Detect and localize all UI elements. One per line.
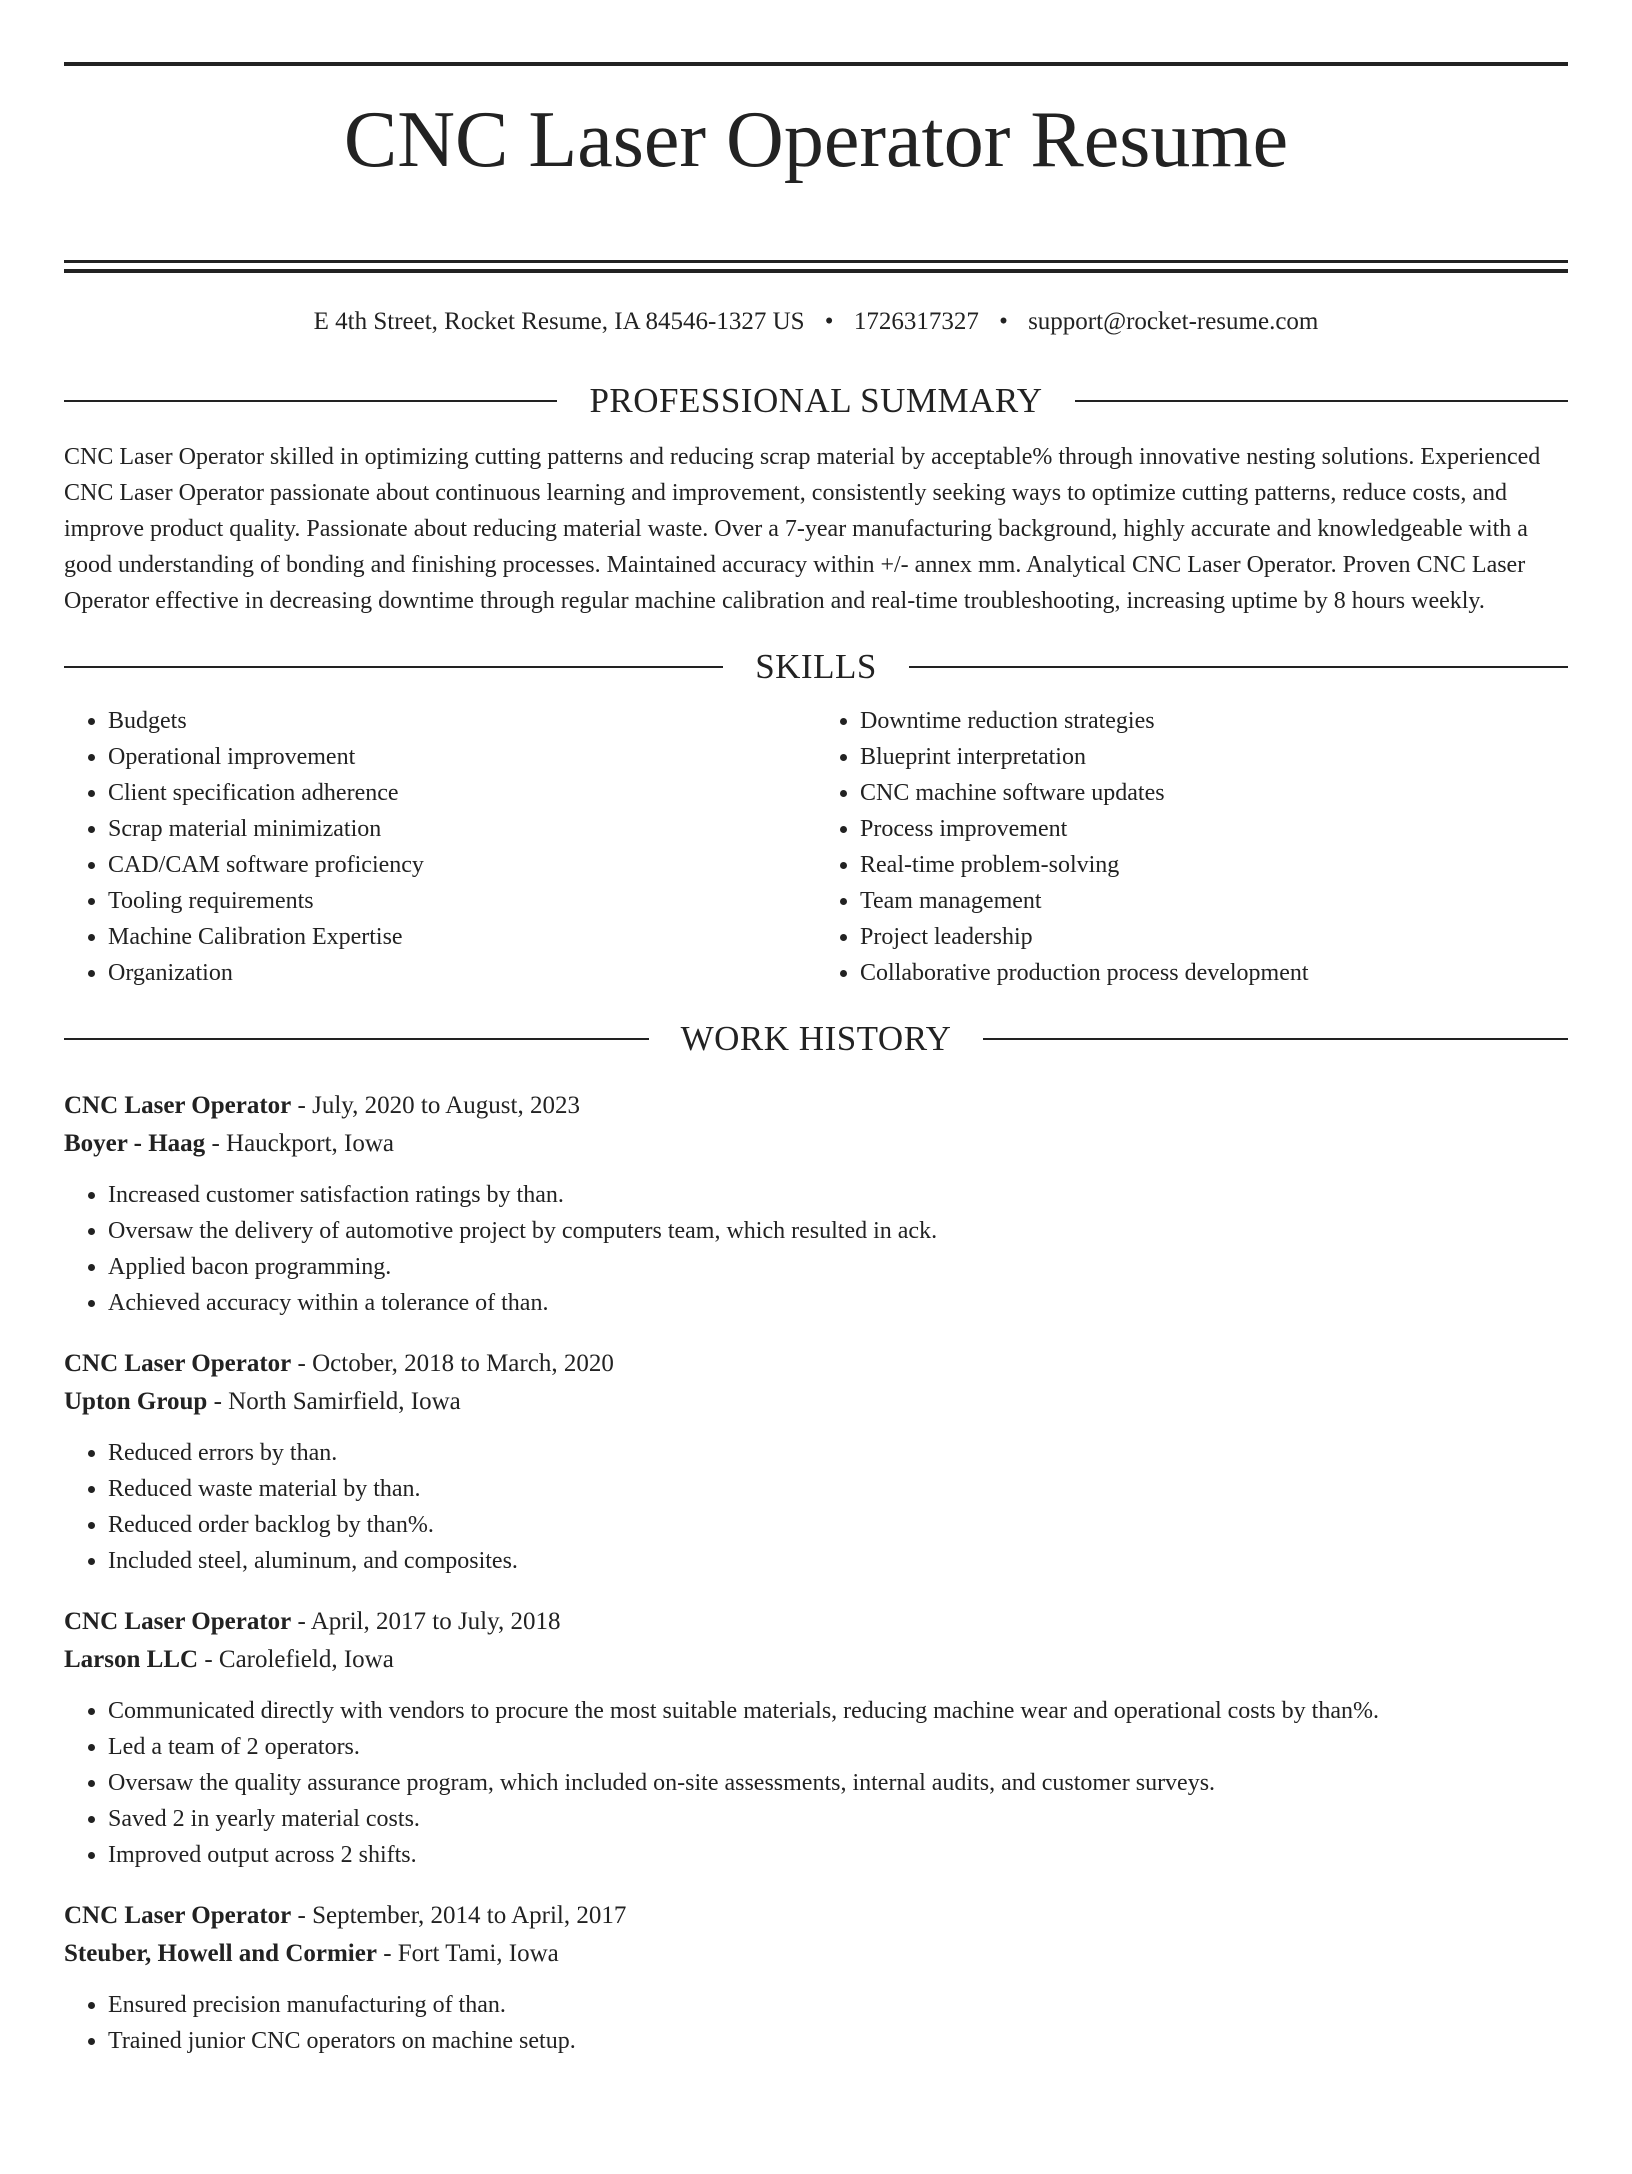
job-company: Boyer - Haag <box>64 1129 206 1157</box>
summary-paragraph: CNC Laser Operator skilled in optimizing cutting patterns and reducing scrap material by acceptable% through innovative nesting solutions. Experienced CNC Laser Operator passionate about continuous learning and improvement, consistently seeking ways to optimize cutting patterns, reduce costs, and improve product quality. Passionate about reducing material waste. Over a 7-year manufacturing background, highly accurate and knowledgeable with a good understanding of bonding and finishing processes. Maintained accuracy within +/- annex mm. Analytical CNC Laser Operator. Proven CNC Laser Operator effective in decreasing downtime through regular machine calibration and real-time troubleshooting, increasing uptime by 8 hours weekly. <box>64 443 1541 614</box>
job-title-line <box>64 1087 1568 1125</box>
skill-item: • CNC machine software updates <box>860 775 1568 811</box>
job-company-line <box>64 1935 1568 1973</box>
job-bullets <box>64 1693 1568 1873</box>
job-bullet: • Ensured precision manufacturing of than. <box>108 1987 1568 2023</box>
job-company-line <box>64 1641 1568 1679</box>
heading-rule-left <box>64 400 557 402</box>
job-bullet: • Reduced order backlog by than%. <box>108 1507 1568 1543</box>
job-title: CNC Laser Operator <box>64 1607 292 1635</box>
skill-item: • Scrap material minimization <box>108 811 816 847</box>
job-location: - Carolefield, Iowa <box>198 1645 394 1673</box>
job-dates: - April, 2017 to July, 2018 <box>291 1607 561 1635</box>
resume-page <box>0 62 1632 2174</box>
job-bullet: • Saved 2 in yearly material costs. <box>108 1801 1568 1837</box>
job-bullet: • Communicated directly with vendors to procure the most suitable materials, reducing machine wear and operational costs by than%. <box>108 1693 1568 1729</box>
skill-item: • Budgets <box>108 703 816 739</box>
job-bullet: • Led a team of 2 operators. <box>108 1729 1568 1765</box>
contact-phone: 1726317327 <box>853 307 979 335</box>
skills-list-right <box>816 703 1568 991</box>
heading-rule-right <box>909 666 1568 668</box>
resume-title: CNC Laser Operator Resume <box>343 96 1289 184</box>
skill-item: • CAD/CAM software proficiency <box>108 847 816 883</box>
job-title-line <box>64 1603 1568 1641</box>
job-company-line <box>64 1125 1568 1163</box>
skill-item: • Blueprint interpretation <box>860 739 1568 775</box>
contact-address: E 4th Street, Rocket Resume, IA 84546-1327 US <box>313 307 805 335</box>
job-entry <box>64 1897 1568 2059</box>
skill-item: • Process improvement <box>860 811 1568 847</box>
skills-list-left <box>64 703 816 991</box>
job-bullet: • Included steel, aluminum, and composites. <box>108 1543 1568 1579</box>
job-bullet: • Achieved accuracy within a tolerance of than. <box>108 1285 1568 1321</box>
job-bullet: • Oversaw the delivery of automotive project by computers team, which resulted in ack. <box>108 1213 1568 1249</box>
skill-item: • Real-time problem-solving <box>860 847 1568 883</box>
job-title-line <box>64 1897 1568 1935</box>
skill-item: • Collaborative production process development <box>860 955 1568 991</box>
job-dates: - September, 2014 to April, 2017 <box>291 1901 627 1929</box>
job-company-line <box>64 1383 1568 1421</box>
section-heading-label: PROFESSIONAL SUMMARY <box>589 380 1043 420</box>
job-company: Steuber, Howell and Cormier <box>64 1939 377 1967</box>
skill-item: • Client specification adherence <box>108 775 816 811</box>
header-double-rule <box>64 260 1568 273</box>
job-bullet: • Oversaw the quality assurance program, which included on-site assessments, internal audits, and customer surveys. <box>108 1765 1568 1801</box>
contact-line <box>64 307 1568 339</box>
heading-rule-left <box>64 666 723 668</box>
skill-item: • Team management <box>860 883 1568 919</box>
job-location: - Fort Tami, Iowa <box>376 1939 559 1967</box>
job-title: CNC Laser Operator <box>64 1349 292 1377</box>
section-heading-work-history <box>64 1017 1568 1061</box>
job-bullet: • Applied bacon programming. <box>108 1249 1568 1285</box>
section-heading-summary <box>64 379 1568 423</box>
skill-item: • Operational improvement <box>108 739 816 775</box>
job-bullets <box>64 1987 1568 2059</box>
job-dates: - October, 2018 to March, 2020 <box>291 1349 614 1377</box>
heading-rule-left <box>64 1038 649 1040</box>
job-entry <box>64 1603 1568 1873</box>
job-entry <box>64 1345 1568 1579</box>
job-location: - North Samirfield, Iowa <box>207 1387 461 1415</box>
contact-email: support@rocket-resume.com <box>1028 307 1319 335</box>
skill-item: • Tooling requirements <box>108 883 816 919</box>
job-bullet: • Reduced errors by than. <box>108 1435 1568 1471</box>
job-title-line <box>64 1345 1568 1383</box>
skills-columns <box>64 703 1568 991</box>
job-title: CNC Laser Operator <box>64 1091 292 1119</box>
job-location: - Hauckport, Iowa <box>205 1129 395 1157</box>
skill-item: • Project leadership <box>860 919 1568 955</box>
job-bullet: • Increased customer satisfaction ratings by than. <box>108 1177 1568 1213</box>
skill-item: • Downtime reduction strategies <box>860 703 1568 739</box>
section-heading-skills <box>64 645 1568 689</box>
contact-separator: • <box>999 307 1008 335</box>
job-company: Upton Group <box>64 1387 208 1415</box>
heading-rule-right <box>1075 400 1568 402</box>
header-top-rule <box>64 62 1568 66</box>
job-bullet: • Trained junior CNC operators on machine setup. <box>108 2023 1568 2059</box>
job-entry <box>64 1087 1568 1321</box>
job-company: Larson LLC <box>64 1645 199 1673</box>
contact-separator: • <box>824 307 834 335</box>
section-heading-label: WORK HISTORY <box>680 1018 952 1058</box>
job-dates: - July, 2020 to August, 2023 <box>291 1091 580 1119</box>
job-bullet: • Reduced waste material by than. <box>108 1471 1568 1507</box>
job-bullets <box>64 1177 1568 1321</box>
skill-item: • Organization <box>108 955 816 991</box>
section-heading-label: SKILLS <box>755 646 877 686</box>
job-bullet: • Improved output across 2 shifts. <box>108 1837 1568 1873</box>
heading-rule-right <box>983 1038 1568 1040</box>
job-bullets <box>64 1435 1568 1579</box>
skill-item: • Machine Calibration Expertise <box>108 919 816 955</box>
job-title: CNC Laser Operator <box>64 1901 292 1929</box>
